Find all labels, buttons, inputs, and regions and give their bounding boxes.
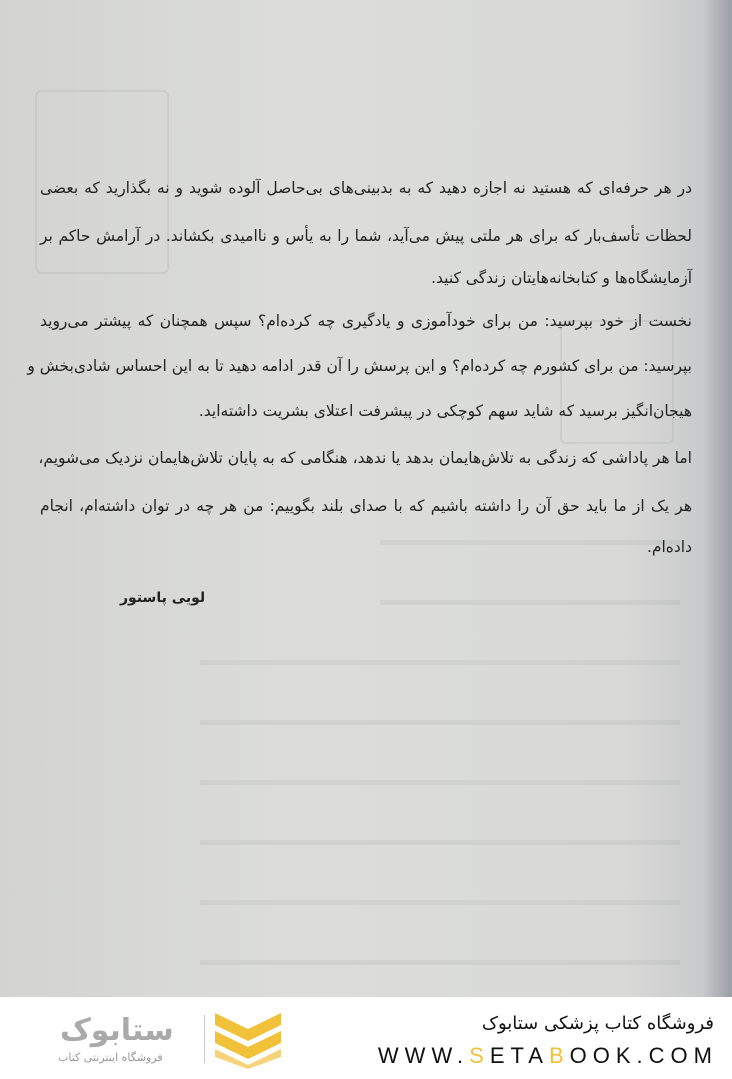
bleed-through-line <box>200 780 680 785</box>
text-line: آزمایشگاه‌ها و کتابخانه‌هایتان زندگی کنید. <box>431 269 692 287</box>
text-line: بپرسید: من برای کشورم چه کرده‌ام؟ و این پرسش را آن قدر ادامه دهید تا به این احساس شادی‌بخش و <box>27 357 692 375</box>
url-part: ETA <box>489 1043 549 1068</box>
chevron-logo-icon <box>215 1013 281 1069</box>
setabook-logo <box>20 1007 290 1071</box>
text-line: نخست از خود بپرسید: من برای خودآموزی و یادگیری چه کرده‌ام؟ سپس همچنان که پیشتر می‌روید <box>40 312 692 330</box>
text-line: هیجان‌انگیز برسید که شاید سهم کوچکی در پیشرفت اعتلای بشریت داشته‌اید. <box>198 402 692 420</box>
url-part: OOK.COM <box>569 1043 718 1068</box>
signature: لویی پاستور <box>120 590 206 606</box>
url-part: B <box>548 1043 570 1068</box>
bleed-through-line <box>200 960 680 965</box>
bleed-through-line <box>200 660 680 665</box>
text-line: لحظات تأسف‌بار که برای هر ملتی پیش می‌آید، شما را به یأس و ناامیدی بکشاند. در آرامش حاکم بر <box>40 227 692 245</box>
bleed-through-line <box>200 840 680 845</box>
logo-text: ستابوک <box>60 1013 174 1048</box>
text-line: هر یک از ما باید حق آن را داشته باشیم که با صدای بلند بگوییم: من هر چه در توان داشته‌ام، انجام <box>40 497 692 515</box>
logo-subtitle: فروشگاه اینترنتی کتاب <box>58 1051 163 1064</box>
text-line: داده‌ام. <box>646 538 692 556</box>
store-name: فروشگاه کتاب پزشکی ستابوک <box>481 1013 714 1034</box>
divider <box>204 1015 205 1063</box>
bleed-through-figure <box>560 320 674 444</box>
bleed-through-line <box>200 720 680 725</box>
url-part: S <box>469 1043 490 1068</box>
bleed-through-line <box>380 600 680 605</box>
text-line: اما هر پاداشی که زندگی به تلاش‌هایمان بدهد یا ندهد، هنگامی که به پایان تلاش‌هایمان نزدیک می‌شویم، <box>38 449 692 467</box>
text-line: در هر حرفه‌ای که هستید نه اجازه دهید که به بدبینی‌های بی‌حاصل آلوده شوید و نه بگذارید که بعضی <box>40 179 692 197</box>
url-part: WWW. <box>377 1043 470 1068</box>
store-url <box>378 1043 718 1069</box>
watermark-footer <box>0 997 732 1079</box>
bleed-through-line <box>200 900 680 905</box>
